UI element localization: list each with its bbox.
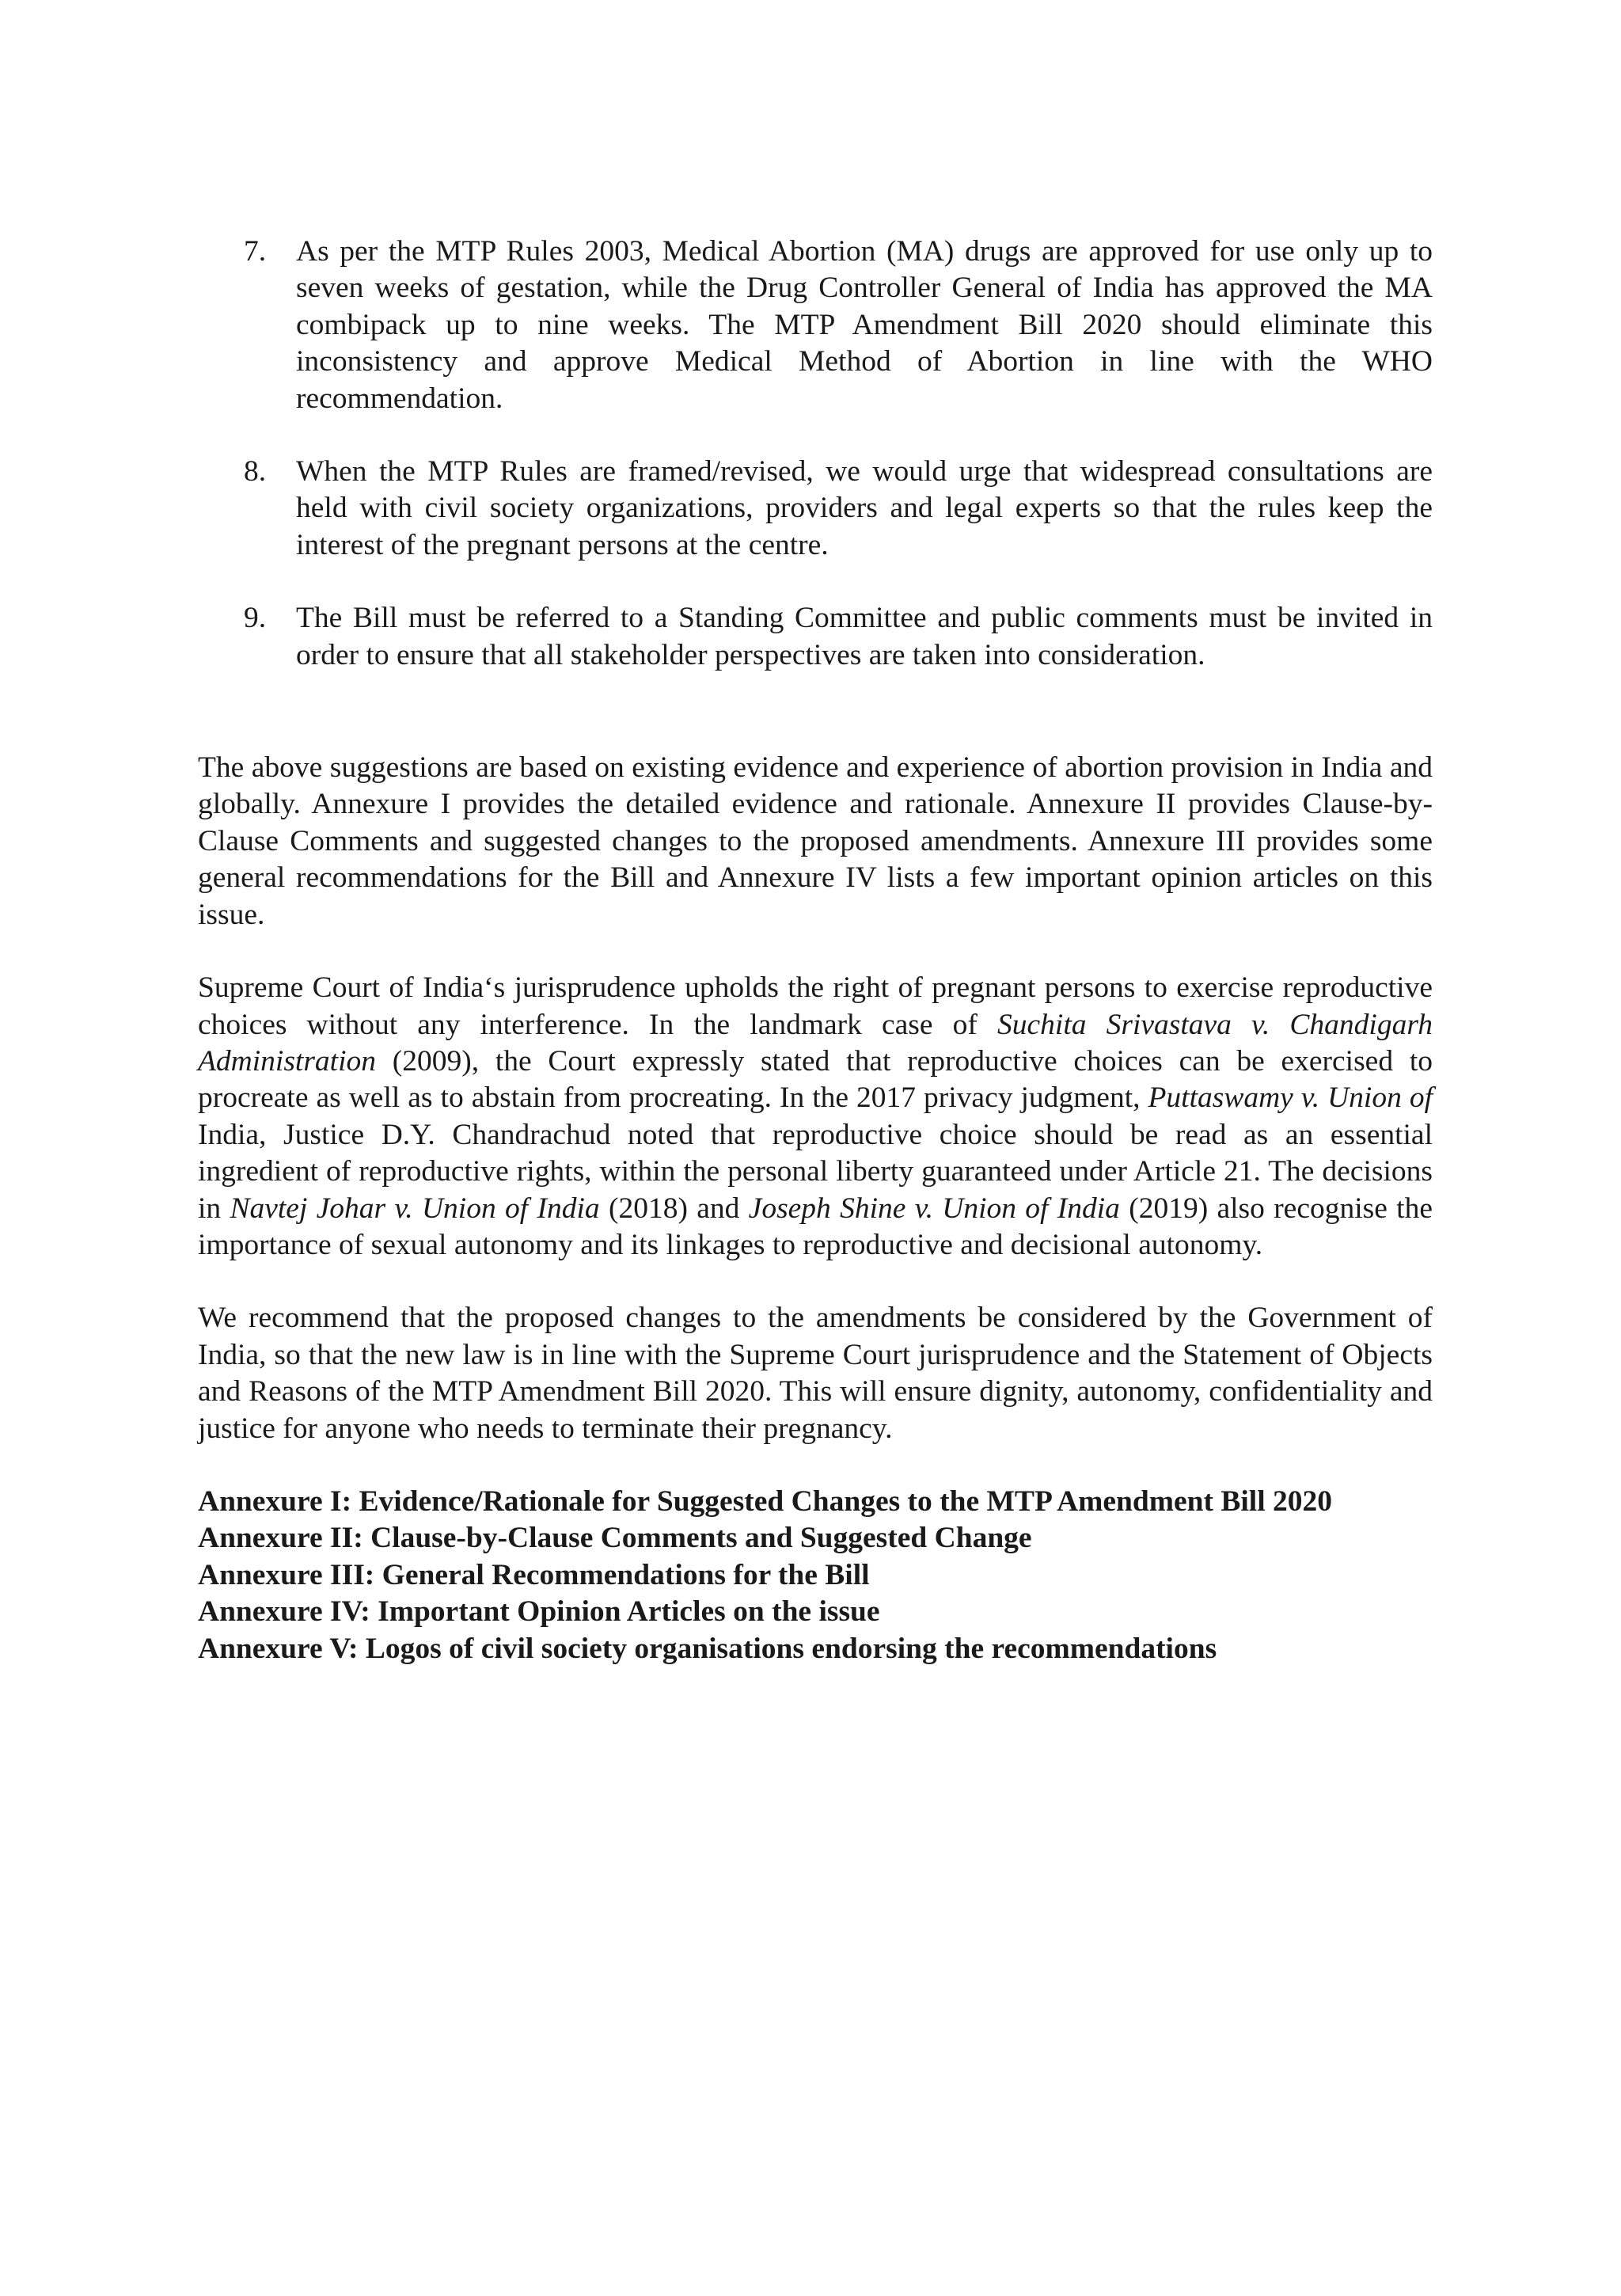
text-run: (2009), the Court expressly stated that reproductive choices can be exercised to procreate as well as to abstain from procreating. In the 2017 privacy judgment,	[198, 1044, 1433, 1115]
case-name: Navtej Johar v. Union of India	[230, 1192, 600, 1225]
case-name: Suchita Srivastava v. Chandigarh Administration	[198, 1008, 1433, 1078]
annexure-list	[198, 1484, 1433, 1667]
text-run: (2019) also recognise the importance of sexual autonomy and its linkages to reproductive and decisional autonomy.	[198, 1192, 1433, 1261]
annexure-item: Annexure II: Clause-by-Clause Comments and Suggested Change	[198, 1522, 1032, 1555]
paragraph-recommendation: We recommend that the proposed changes to the amendments be considered by the Government of India, so that the new law is in line with the Supreme Court jurisprudence and the Statement of Objects and Reasons of the MTP Amendment Bill 2020. This will ensure dignity, autonomy, confidentiality and justice for anyone who needs to terminate their pregnancy.	[198, 1302, 1433, 1445]
annexure-item: Annexure III: General Recommendations for the Bill	[198, 1558, 870, 1591]
list-item	[198, 600, 1433, 674]
list-number: 9.	[244, 602, 267, 635]
recommendations-list	[198, 234, 1433, 674]
paragraph-jurisprudence	[198, 970, 1433, 1264]
list-item	[198, 454, 1433, 564]
annexure-item: Annexure I: Evidence/Rationale for Suggested Changes to the MTP Amendment Bill 2020	[198, 1484, 1333, 1518]
text-run: India, Justice D.Y. Chandrachud noted that reproductive choice should be read as an essential ingredient of reproductive rights, within the personal liberty guaranteed under Article 21. The decisions in	[198, 1118, 1433, 1225]
annexure-item: Annexure IV: Important Opinion Articles on the issue	[198, 1595, 880, 1629]
list-number: 8.	[244, 455, 267, 488]
list-text: When the MTP Rules are framed/revised, we would urge that widespread consultations are held with civil society organizations, providers and legal experts so that the rules keep the interest of the pregnant persons at the centre.	[296, 455, 1433, 561]
case-name: Joseph Shine v. Union of India	[748, 1192, 1120, 1225]
case-name: Puttaswamy v. Union of	[1148, 1081, 1433, 1115]
paragraph-evidence: The above suggestions are based on existing evidence and experience of abortion provision in India and globally. Annexure I provides the detailed evidence and rationale. Annexure II provides Clause-by-Clause Comments and suggested changes to the proposed amendments. Annexure III provides some general recommendations for the Bill and Annexure IV lists a few important opinion articles on this issue.	[198, 751, 1433, 931]
list-text: As per the MTP Rules 2003, Medical Abortion (MA) drugs are approved for use only up to seven weeks of gestation, while the Drug Controller General of India has approved the MA combipack up to nine weeks. The MTP Amendment Bill 2020 should eliminate this inconsistency and approve Medical Method of Abortion in line with the WHO recommendation.	[296, 235, 1433, 415]
text-run: Supreme Court of India‘s jurisprudence upholds the right of pregnant persons to exercise reproductive choices without any interference. In the landmark case of	[198, 971, 1433, 1041]
annexure-item: Annexure V: Logos of civil society organisations endorsing the recommendations	[198, 1632, 1217, 1665]
list-item	[198, 234, 1433, 417]
document-page	[198, 234, 1433, 1667]
list-number: 7.	[244, 235, 267, 268]
list-text: The Bill must be referred to a Standing Committee and public comments must be invited in order to ensure that all stakeholder perspectives are taken into consideration.	[296, 602, 1433, 671]
text-run: (2018) and	[599, 1192, 749, 1225]
